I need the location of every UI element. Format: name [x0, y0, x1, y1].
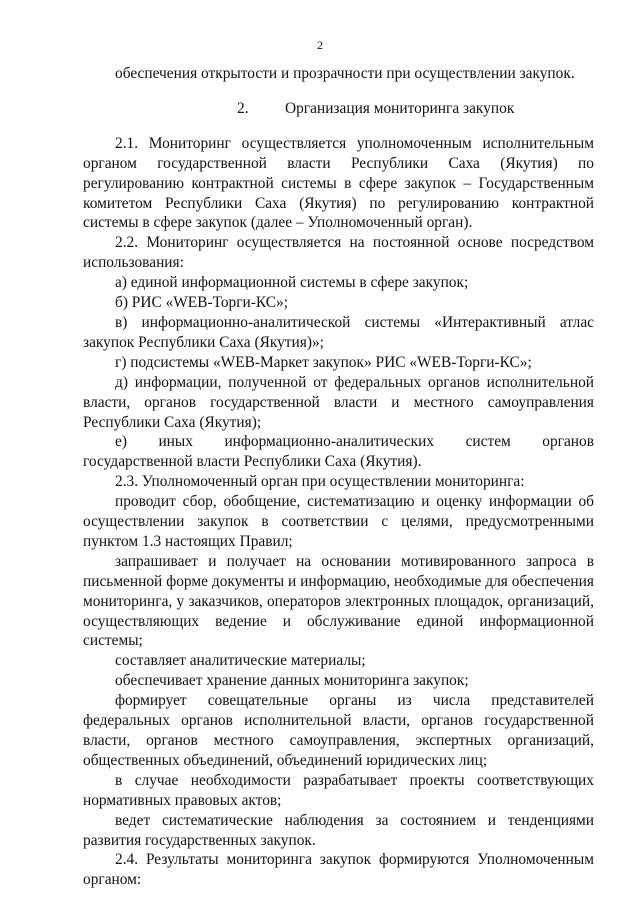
list-item-g: г) подсистемы «WEB-Маркет закупок» РИС «WEB-Торги-КС»;	[115, 353, 532, 371]
list-item-b: б) РИС «WEB-Торги-КС»;	[115, 294, 289, 312]
paragraph-2-3: 2.3. Уполномоченный орган при осуществлении мониторинга:	[115, 473, 525, 491]
paragraph-2-1: 2.1. Мониторинг осуществляется уполномоченным исполнительным органом государственной власти Республики Саха (Якутия) по регулированию контрактной системы в сфере закупок – Государственным комитетом Республики Саха (Якутия) по регулированию контрактной системы в сфере закупок (далее – Уполномоченный орган).	[83, 134, 594, 232]
intro-line: обеспечения открытости и прозрачности при осуществлении закупок.	[115, 65, 575, 82]
section-number: 2.	[237, 99, 249, 117]
list-item-v: в) информационно-аналитической системы «Интерактивный атлас закупок Республики Саха (Якутия)»;	[83, 313, 594, 351]
duty-drafts: в случае необходимости разрабатывает проекты соответствующих нормативных правовых актов;	[83, 771, 594, 809]
page-number: 2	[317, 38, 323, 52]
duty-storage: обеспечивает хранение данных мониторинга закупок;	[115, 672, 469, 690]
duty-advisory: формирует совещательные органы из числа представителей федеральных органов исполнительной власти, органов государственной власти, органов местного самоуправления, экспертных организаций, общественных объединений, объединений юридических лиц;	[83, 692, 594, 769]
duty-analytics: составляет аналитические материалы;	[115, 652, 366, 670]
section-heading	[83, 99, 594, 119]
list-item-d: д) информации, полученной от федеральных органов исполнительной власти, органов государственной власти и местного самоуправления Республики Саха (Якутия);	[83, 373, 594, 431]
paragraph-2-4: 2.4. Результаты мониторинга закупок формируются Уполномоченным органом:	[83, 851, 594, 889]
list-item-a: а) единой информационной системы в сфере закупок;	[115, 274, 469, 292]
paragraph-2-2: 2.2. Мониторинг осуществляется на постоянной основе посредством использования:	[83, 234, 594, 272]
duty-request: запрашивает и получает на основании мотивированного запроса в письменной форме документы и информацию, необходимые для обеспечения мониторинга, у заказчиков, операторов электронных площадок, организаций, осуществляющих ведение и обслуживание единой информационной системы;	[83, 552, 594, 650]
list-item-e: е) иных информационно-аналитических систем органов государственной власти Республики Саха (Якутия).	[83, 433, 594, 471]
document-body	[83, 64, 594, 890]
duty-observation: ведет систематические наблюдения за состоянием и тенденциями развития государственных закупок.	[83, 811, 594, 849]
duty-collect: проводит сбор, обобщение, систематизацию и оценку информации об осуществлении закупок в соответствии с целями, предусмотренными пунктом 1.3 настоящих Правил;	[83, 493, 594, 550]
section-title: Организация мониторинга закупок	[285, 99, 515, 117]
